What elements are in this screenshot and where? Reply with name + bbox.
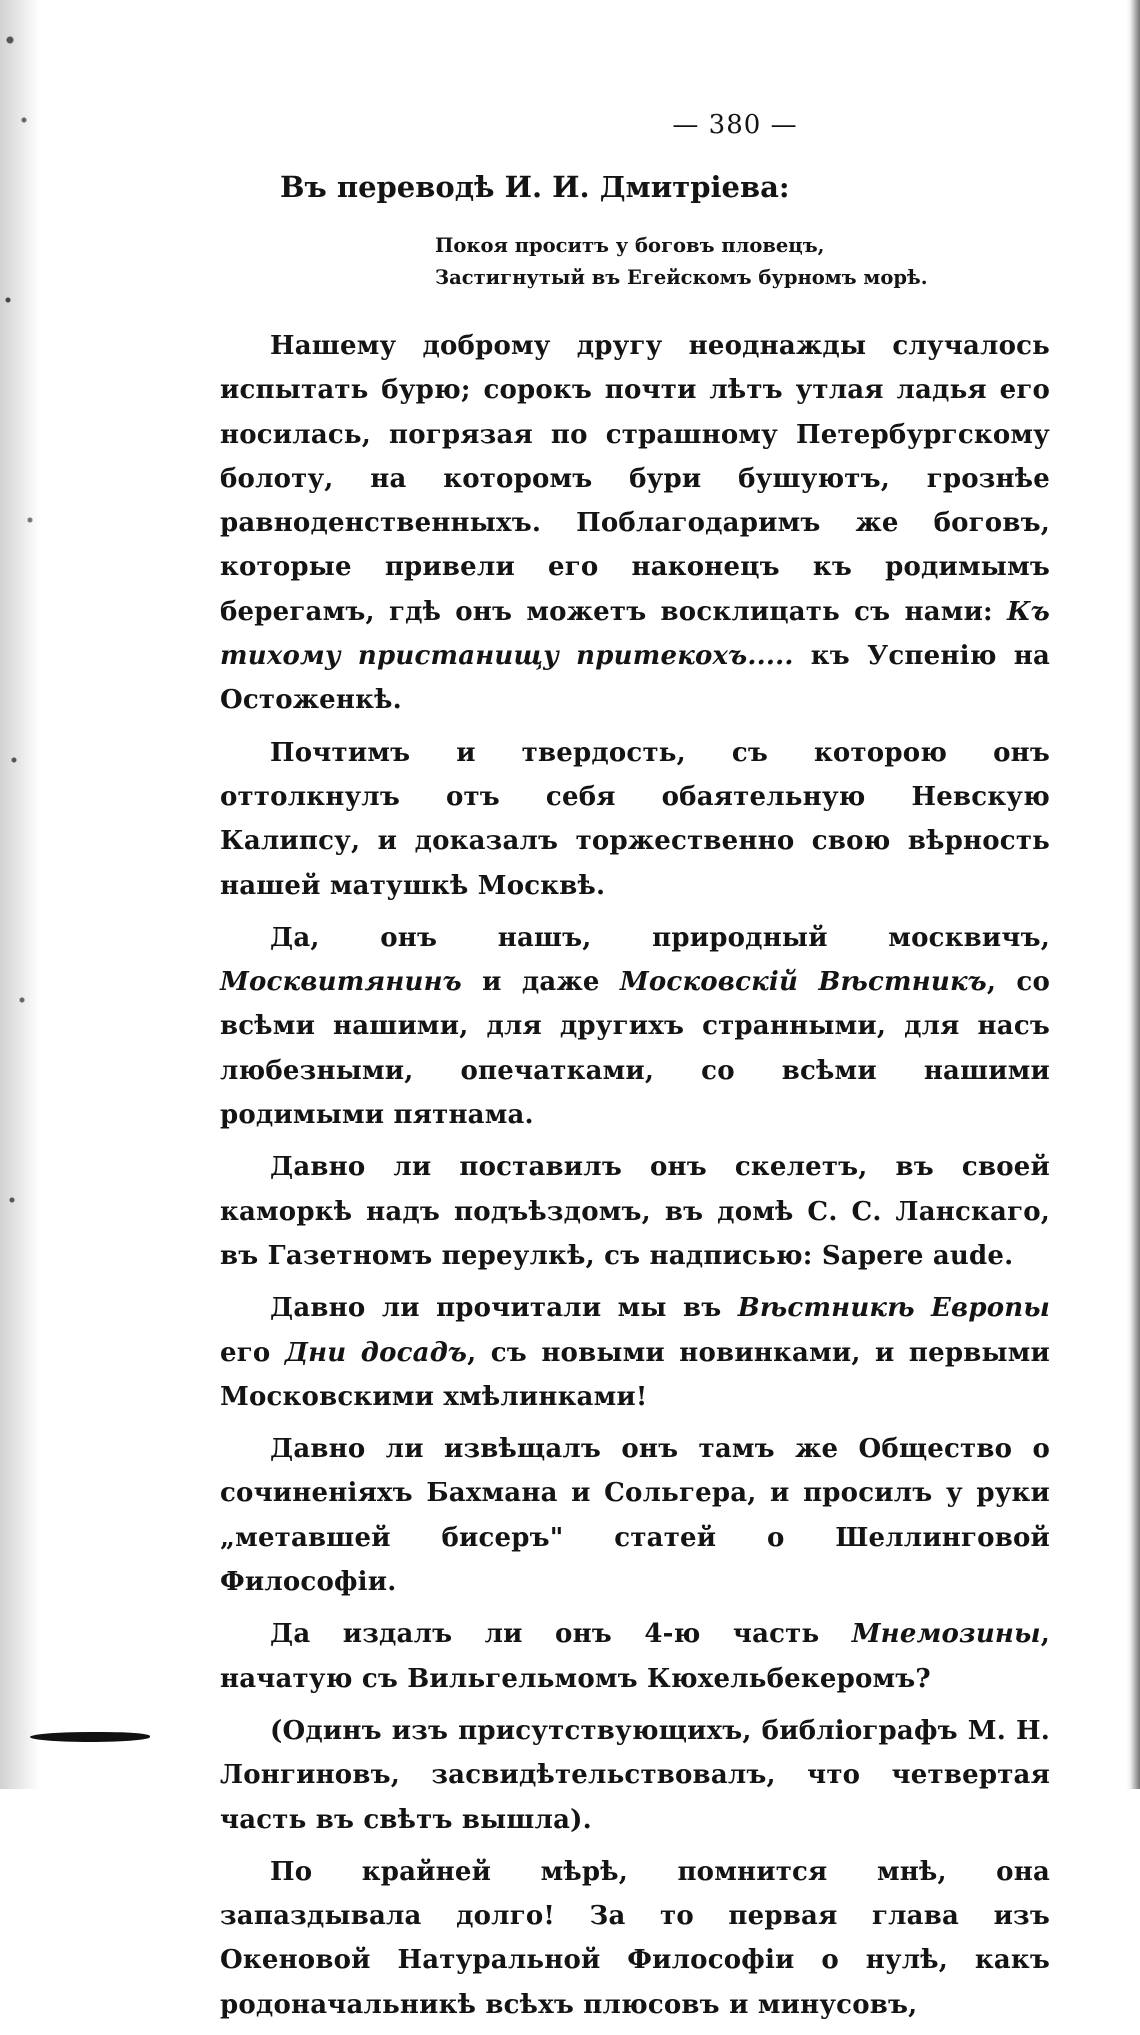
paragraph [220, 731, 1050, 908]
paragraph-text: Давно ли извѣщалъ онъ тамъ же Общество о сочиненіяхъ Бахмана и Сольгера, и просилъ у руки „метавшей бисеръ" статей о Шеллинговой Философіи. [220, 1434, 1050, 1598]
paragraph [220, 1145, 1050, 1278]
paragraph-italic: Мнемозины [851, 1619, 1041, 1650]
paragraph [220, 1709, 1050, 1842]
paragraph [220, 1612, 1050, 1701]
paragraph [220, 1427, 1050, 1604]
verse-line: Покоя проситъ у боговъ пловецъ, [435, 234, 825, 257]
paragraph-text: , со всѣми нашими, для другихъ странными, для насъ любезными, опечатками, со всѣми нашими родимыми пятнама. [220, 967, 1051, 1131]
translation-heading: Въ переводѣ И. И. Дмитріева: [280, 170, 790, 204]
paragraph [220, 916, 1050, 1137]
paragraph-text: къ Успенію на Остоженкѣ. [220, 641, 1051, 716]
paragraph-text: (Одинъ изъ присутствующихъ, библіографъ М. Н. Лонгиновъ, засвидѣтельствовалъ, что четвертая часть въ свѣтъ вышла). [220, 1715, 1050, 1835]
paragraph-text: , начатую съ Вильгельмомъ Кюхельбекеромъ? [220, 1619, 1050, 1694]
paragraph [220, 324, 1050, 723]
verse-line: Застигнутый въ Егейскомъ бурномъ морѣ. [435, 266, 928, 289]
paragraph-italic: Дни досадъ [284, 1337, 468, 1368]
scan-mark [30, 1732, 150, 1742]
paragraph [220, 1850, 1050, 2027]
page-number: — 380 — [672, 110, 798, 140]
paragraph-text: , съ новыми новинками, и первыми Московскими хмѣлинками! [220, 1337, 1051, 1412]
paragraph-text: и даже [461, 967, 620, 998]
paragraph-text: его [220, 1337, 285, 1368]
verse-quote [435, 230, 1050, 294]
paragraph-text: Давно ли прочитали мы въ [270, 1293, 738, 1324]
paragraph-italic: Къ тихому пристанищу притекохъ..... [220, 596, 1050, 672]
scan-edge-right [1126, 0, 1140, 1789]
paragraph-italic: Москвитянинъ [220, 967, 462, 998]
paragraph-italic: Вѣстникѣ Европы [737, 1293, 1051, 1324]
paragraph-text: Да, онъ нашъ, природный москвичъ, [270, 922, 1050, 953]
book-page [220, 110, 1050, 2035]
paragraph-text: По крайней мѣрѣ, помнится мнѣ, она запаздывала долго! За то первая глава изъ Океновой Натуральной Философіи о нулѣ, какъ родоначальникѣ всѣхъ плюсовъ и минусовъ, [220, 1856, 1050, 2020]
scan-edge-left [0, 0, 40, 1789]
paragraph [220, 1286, 1050, 1419]
paragraph-text: Давно ли поставилъ онъ скелетъ, въ своей каморкѣ надъ подъѣздомъ, въ домѣ С. С. Ланскаго, въ Газетномъ переулкѣ, съ надписью: Sapere aude. [220, 1152, 1050, 1271]
paragraph-text: Почтимъ и твердость, съ которою онъ оттолкнулъ отъ себя обаятельную Невскую Калипсу, и доказалъ торжественно свою вѣрность нашей матушкѣ Москвѣ. [220, 737, 1050, 901]
paragraph-text: Нашему доброму другу неоднажды случалось испытать бурю; сорокъ почти лѣтъ утлая ладья его носилась, погрязая по страшному Петербургскому болоту, на которомъ бури бушуютъ, грознѣе равноденственныхъ. Поблагодаримъ же боговъ, которые привели его наконецъ къ родимымъ берегамъ, гдѣ онъ можетъ восклицать съ нами: [220, 331, 1050, 627]
paragraph-italic: Московскій Вѣстникъ [619, 967, 987, 998]
paragraph-text: Да издалъ ли онъ 4-ю часть [270, 1619, 852, 1650]
